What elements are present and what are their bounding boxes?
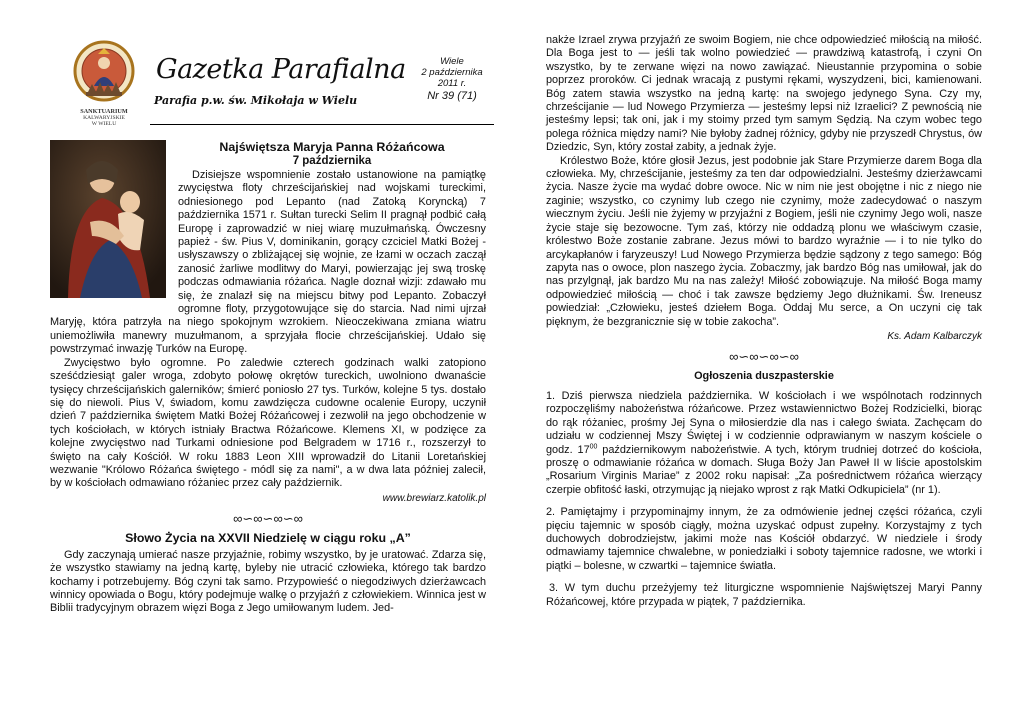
ornament-divider: ∞∽∞∽∞∽∞ xyxy=(729,348,799,364)
masthead-rule xyxy=(150,124,494,125)
issue-year: 2011 r. xyxy=(437,78,467,89)
article-rosary xyxy=(50,140,486,616)
article2-paragraph: Królestwo Boże, które głosił Jezus, jest podobnie jak Stare Przymierze darem Boga dla człowieka. My, chrześcijanie, jesteśmy za ten dar odpowiedzialni. Jesteśmy dzierżawcami życia. Nasze życie ma wydać dobre owoce. Nic w nim nie jest obojętne i nic z niego nie zaginie; wszystko, co czynimy lub czego nie czynimy, może zadecydować o naszym wiecznym życiu. Jeśli nie żyjemy w przyjaźni z Bogiem, jeśli nie czynimy Jego woli, nasze życie staje się bezowocne. Tym zaś, którzy nie oddadzą plonu we właściwym czasie, królestwo Boże zostanie zabrane. Jezus mówi to bardzo wyraźnie — i to nie tylko do arcykapłanów i faryzeuszy! Lud Nowego Przymierza będzie sądzony z tego samego: Bóg zapyta nas o owoce, plon naszego życia. Zobaczmy, jak bardzo Bóg nas umiłował, jak do nas przylgnął, jak bardzo Mu na nas zależy! Miłość zobowiązuje. Na miłość Boga mamy odpowiedzieć miłością — choć i tak zawsze będziemy Jego dłużnikami. Św. Ireneusz powiedział: „Człowieku, jesteś dziełem Boga. Oddaj Mu serce, a On uczyni cię tak pięknym, że bezgranicznie się w tobie zakocha”. xyxy=(546,154,982,328)
logo-line1: SANKTUARIUM xyxy=(80,108,128,115)
article1-source: www.brewiarz.katolik.pl xyxy=(382,492,486,504)
hour-superscript: 00 xyxy=(589,442,598,450)
announcement-text: 1. Dziś pierwsza niedziela października. W kościołach i we wspólnotach rodzinnych rozpoczęliśmy nabożeństwa różańcowe. Przez wstawiennictwo Bożej Rodzicielki, biorąc do rąk różaniec, prośmy Jej Syna o miłosierdzie dla nas i całego świata. Zachęcam do udziału w codziennej Mszy Świętej i w codziennie odprawianym w naszym kościele o godz. 17 xyxy=(546,389,982,456)
parish-subtitle: Parafia p.w. św. Mikołaja w Wielu xyxy=(154,94,358,107)
announcements-title: Ogłoszenia duszpasterskie xyxy=(694,369,834,382)
logo-line2: KALWARYJSKIE xyxy=(83,115,125,121)
article1-title: Najświętsza Maryja Panna Różańcowa xyxy=(219,140,445,154)
article1-date: 7 października xyxy=(292,155,372,167)
ornament-divider: ∞∽∞∽∞∽∞ xyxy=(233,510,303,526)
article1-paragraph: Zwycięstwo było ogromne. Po zaledwie czterech godzinach walki zatopiono sześćdziesiąt galer wroga, zdobyto połowę okrętów tureckich, uwolniono dwanaście tysięcy chrześcijańskich galerników; śmierć poniosło 27 tys. Turków, kolejne 5 tys. dostało się do niewoli. Pius V, świadom, komu zawdzięcza cudowne ocalenie Europy, uczynił dzień 7 października świętem Matki Bożej Różańcowej i zezwolił na jego obchodzenie w tych kościołach, w których istniały Bractwa Różańcowe. Klemens XI, w podzięce za kolejne zwycięstwo nad Turkami odniesione pod Belgradem w 1716 r., rozszerzył to święto na cały Kościół. W roku 1883 Leon XIII wprowadził do Litanii Loretańskiej wezwanie "Królowo Różańca świętego - módl się za nami", a w dwa lata później zalecił, by w kościołach odmawiano różaniec przez cały październik. xyxy=(50,356,486,490)
issue-info xyxy=(410,56,494,102)
article1-paragraph: Dzisiejsze wspomnienie zostało ustanowione na pamiątkę zwycięstwa floty chrześcijańskiej nad wojskami tureckimi, odniesionego pod Lepanto (nad Zatoką Koryncką) 7 października 1571 r. Sułtan turecki Selim II pragnął podbić całą Europę i zaprowadzić w niej wiarę muzułmańską. Ówczesny papież - św. Pius V, dominikanin, gorący czciciel Matki Bożej - usłyszawszy o zbliżającej się wojnie, ze łzami w oczach zaczął zanosić żarliwe modlitwy do Maryi, powierzając jej swą troskę podczas odmawiania różańca. Nagle doznał wizji: zdawało mu się, że znalazł się na miejscu bitwy pod Lepanto. Zobaczył ogromne floty, przygotowujące się do starcia. Nad nimi ujrzał Maryję, która patrzyła na niego spokojnym wzrokiem. Nieoczekiwana zmiana wiatru uniemożliwiła manewry muzułmanom, a sprzyjała flocie chrześcijańskiej. Udało się powstrzymać inwazję Turków na Europę. xyxy=(50,169,486,356)
logo-caption xyxy=(72,109,136,127)
article2-signature: Ks. Adam Kalbarczyk xyxy=(887,330,982,342)
masthead xyxy=(72,40,492,126)
madonna-painting xyxy=(50,140,166,298)
article2-title: Słowo Życia na XXVII Niedzielę w ciągu roku „A” xyxy=(125,530,411,545)
logo-line3: W WIELU xyxy=(91,121,117,127)
right-column xyxy=(546,34,982,618)
article2-paragraph: nakże Izrael zrywa przyjaźń ze swoim Bogiem, nie chce odpowiedzieć miłością na miłość. Dla Boga jest to — jeśli tak wolno powiedzieć — prawdziwą katastrofą, i czyni On wszystko, by te zerwane więzi na nowo zawiązać. Nieustannie przypomina o sobie poprzez proroków. Ci jednak wracają z pustymi rękami, wyszydzeni, bici, kamienowani. Bóg zatem stawia wszystko na jedną kartę: na swojego jedynego Syna. Czy my, chrześcijanie — lud Nowego Przymierza — jesteśmy lepsi niż Izraelici? Z pewnością nie jesteśmy lepsi; tak oni, jak i my stoimy przed tym samym Sędzią. Na czym wobec tego polega różnica między nami? Nie byłoby żadnej różnicy, gdyby nie przyszedł Chrystus, ów Dziedzic, Syn, który został zabity, a jednak żyje. xyxy=(546,34,982,154)
article2-paragraph: Gdy zaczynają umierać nasze przyjaźnie, robimy wszystko, by je uratować. Zdarza się, że wszystko stawiamy na jedną kartę, byleby nie utracić człowieka, którego tak bardzo kochamy i potrzebujemy. Bóg czyni tak samo. Przypowieść o niegodziwych dzierżawcach winnicy opowiada o Bogu, który podejmuje walkę o przyjaźń z człowiekiem. Winnica jest w Biblii tradycyjnym obrazem więzi Boga z Jego umiłowanym ludem. Jed- xyxy=(50,548,486,615)
announcement-text: październikowym nabożeństwie. A tych, którym trudniej dotrzeć do kościoła, proszę o odmawianie różańca w domach. Sługa Boży Jan Paweł II w liście apostolskim „Rosarium Virginis Mariae” z 2002 roku napisał: „Za pośrednictwem różańca wierzący czerpie obfitość łaski, otrzymując ją niejako wprost z rąk Matki Odkupiciela” (nr 1). xyxy=(546,443,983,496)
newsletter-title: Gazetka Parafialna xyxy=(156,54,406,85)
issue-date: 2 października xyxy=(421,67,483,78)
issue-number: Nr 39 (71) xyxy=(427,90,477,102)
announcement-item: 3. W tym duchu przeżyjemy też liturgiczne wspomnienie Najświętszej Maryi Panny Różańcowej, które przypada w piątek, 7 października. xyxy=(546,582,982,608)
announcement-item xyxy=(546,390,982,497)
announcement-item: 2. Pamiętajmy i przypominajmy innym, że za odmówienie jednej części różańca, czyli pięciu tajemnic w sposób ciągły, można uzyskać odpust zupełny. Korzystajmy z tych duchowych dobrodziejstw, jakimi może nas Kościół obdarzyć. W niedziele i środy odmawiamy tajemnice chwalebne, w poniedziałki i soboty tajemnice radosne, we wtorki i piątki – bolesne, w czwartki – tajemnice światła. xyxy=(546,506,982,572)
issue-city: Wiele xyxy=(440,56,464,67)
